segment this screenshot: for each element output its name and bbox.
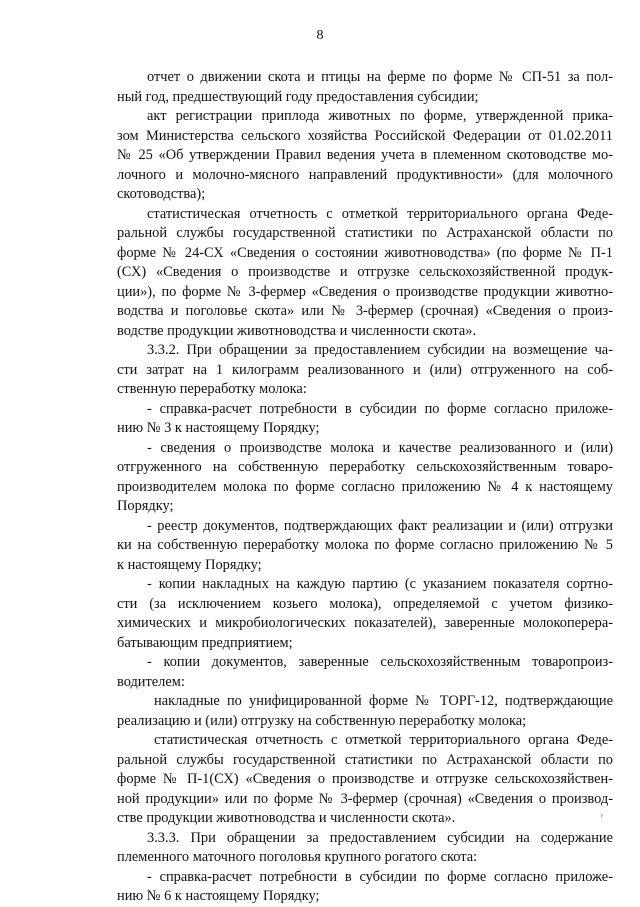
text-line: отгруженного на собственную переработку сельскохозяйственным товаро- bbox=[117, 459, 613, 475]
text-line: водстве продукции животноводства и численности скота». bbox=[117, 322, 477, 339]
text-line: ственную переработку молока: bbox=[117, 381, 307, 397]
text-line: 3.3.3. При обращении за предоставлением субсидии на содержание bbox=[147, 829, 613, 846]
text-line: ный год, предшествующий году предоставления субсидии; bbox=[117, 88, 479, 105]
text-line: батывающим предприятием; bbox=[117, 634, 293, 651]
text-line: стве продукции животноводства и численности скота». bbox=[117, 810, 456, 826]
text-line: форме № 24-СХ «Сведения о состоянии животноводства» (по форме № П-1 bbox=[117, 244, 613, 261]
text-line: к настоящему Порядку; bbox=[117, 556, 262, 573]
text-line: форме № П-1(СХ) «Сведения о производстве и отгрузке сельскохозяйствен- bbox=[117, 771, 613, 787]
text-line: - сведения о производстве молока и качестве реализованного и (или) bbox=[147, 439, 613, 456]
text-line: реализацию и (или) отгрузку на собственную переработку молока; bbox=[117, 712, 527, 729]
text-line: ции»), по форме № 3-фермер «Сведения о производстве продукции животно- bbox=[117, 283, 613, 300]
text-line: (СХ) «Сведения о производстве и отгрузке сельскохозяйственной продук- bbox=[117, 264, 613, 280]
text-line: - справка-расчет потребности в субсидии по форме согласно приложе- bbox=[147, 868, 613, 885]
text-line: зом Министерства сельского хозяйства Российской Федерации от 01.02.2011 bbox=[117, 127, 613, 144]
text-line: 3.3.2. При обращении за предоставлением субсидии на возмещение ча- bbox=[147, 342, 613, 358]
document-body bbox=[117, 68, 613, 907]
text-line: племенного маточного поголовья крупного рогатого скота: bbox=[117, 849, 478, 865]
text-line: ральной службы государственной статистики по Астраханской области по bbox=[117, 751, 613, 768]
text-line: ной продукции» или по форме № 3-фермер (срочная) «Сведения о производ- bbox=[117, 790, 613, 807]
text-line: статистическая отчетность с отметкой территориального органа Феде- bbox=[154, 732, 613, 748]
text-line: лочного и молочно-мясного направлений продуктивности» (для молочного bbox=[117, 166, 613, 183]
text-line: водителем: bbox=[117, 673, 185, 690]
corner-mark: › bbox=[600, 810, 604, 821]
text-line: накладные по унифицированной форме № ТОРГ-12, подтверждающие bbox=[154, 693, 613, 709]
text-line: водства и поголовье скота» или № 3-фермер (срочная) «Сведения о произ- bbox=[117, 303, 613, 319]
text-line: № 25 «Об утверждении Правил ведения учета в племенном скотоводстве мо- bbox=[117, 147, 613, 163]
text-line: - реестр документов, подтверждающих факт реализации и (или) отгрузки bbox=[147, 517, 613, 534]
text-line: ральной службы государственной статистики по Астраханской области по bbox=[117, 225, 613, 241]
text-line: - справка-расчет потребности в субсидии по форме согласно приложе- bbox=[147, 400, 613, 417]
text-line: скотоводства); bbox=[117, 186, 206, 202]
text-line: производителем молока по форме согласно приложению № 4 к настоящему bbox=[117, 478, 613, 495]
text-line: статистическая отчетность с отметкой территориального органа Федe- bbox=[147, 205, 613, 222]
text-line: сти затрат на 1 килограмм реализованного и (или) отгруженного на соб- bbox=[117, 361, 613, 378]
text-line: Порядку; bbox=[117, 498, 174, 514]
text-line: нию № 6 к настоящему Порядку; bbox=[117, 888, 320, 904]
page-number: 8 bbox=[316, 28, 324, 43]
text-line: акт регистрации приплода животных по форме, утвержденной прика- bbox=[147, 108, 613, 124]
text-line: - копии документов, заверенные сельскохозяйственным товаропроиз- bbox=[147, 654, 613, 670]
text-line: отчет о движении скота и птицы на ферме по форме № СП-51 за пол- bbox=[147, 69, 613, 85]
text-line: нию № 3 к настоящему Порядку; bbox=[117, 420, 320, 436]
text-line: химических и микробиологических показателей), заверенные молокоперера- bbox=[117, 615, 613, 631]
text-line: ки на собственную переработку молока по форме согласно приложению № 5 bbox=[117, 537, 613, 553]
text-line: - копии накладных на каждую партию (с указанием показателя сортно- bbox=[147, 576, 613, 592]
text-line: сти (за исключением козьего молока), определяемой с учетом физико- bbox=[117, 595, 613, 612]
